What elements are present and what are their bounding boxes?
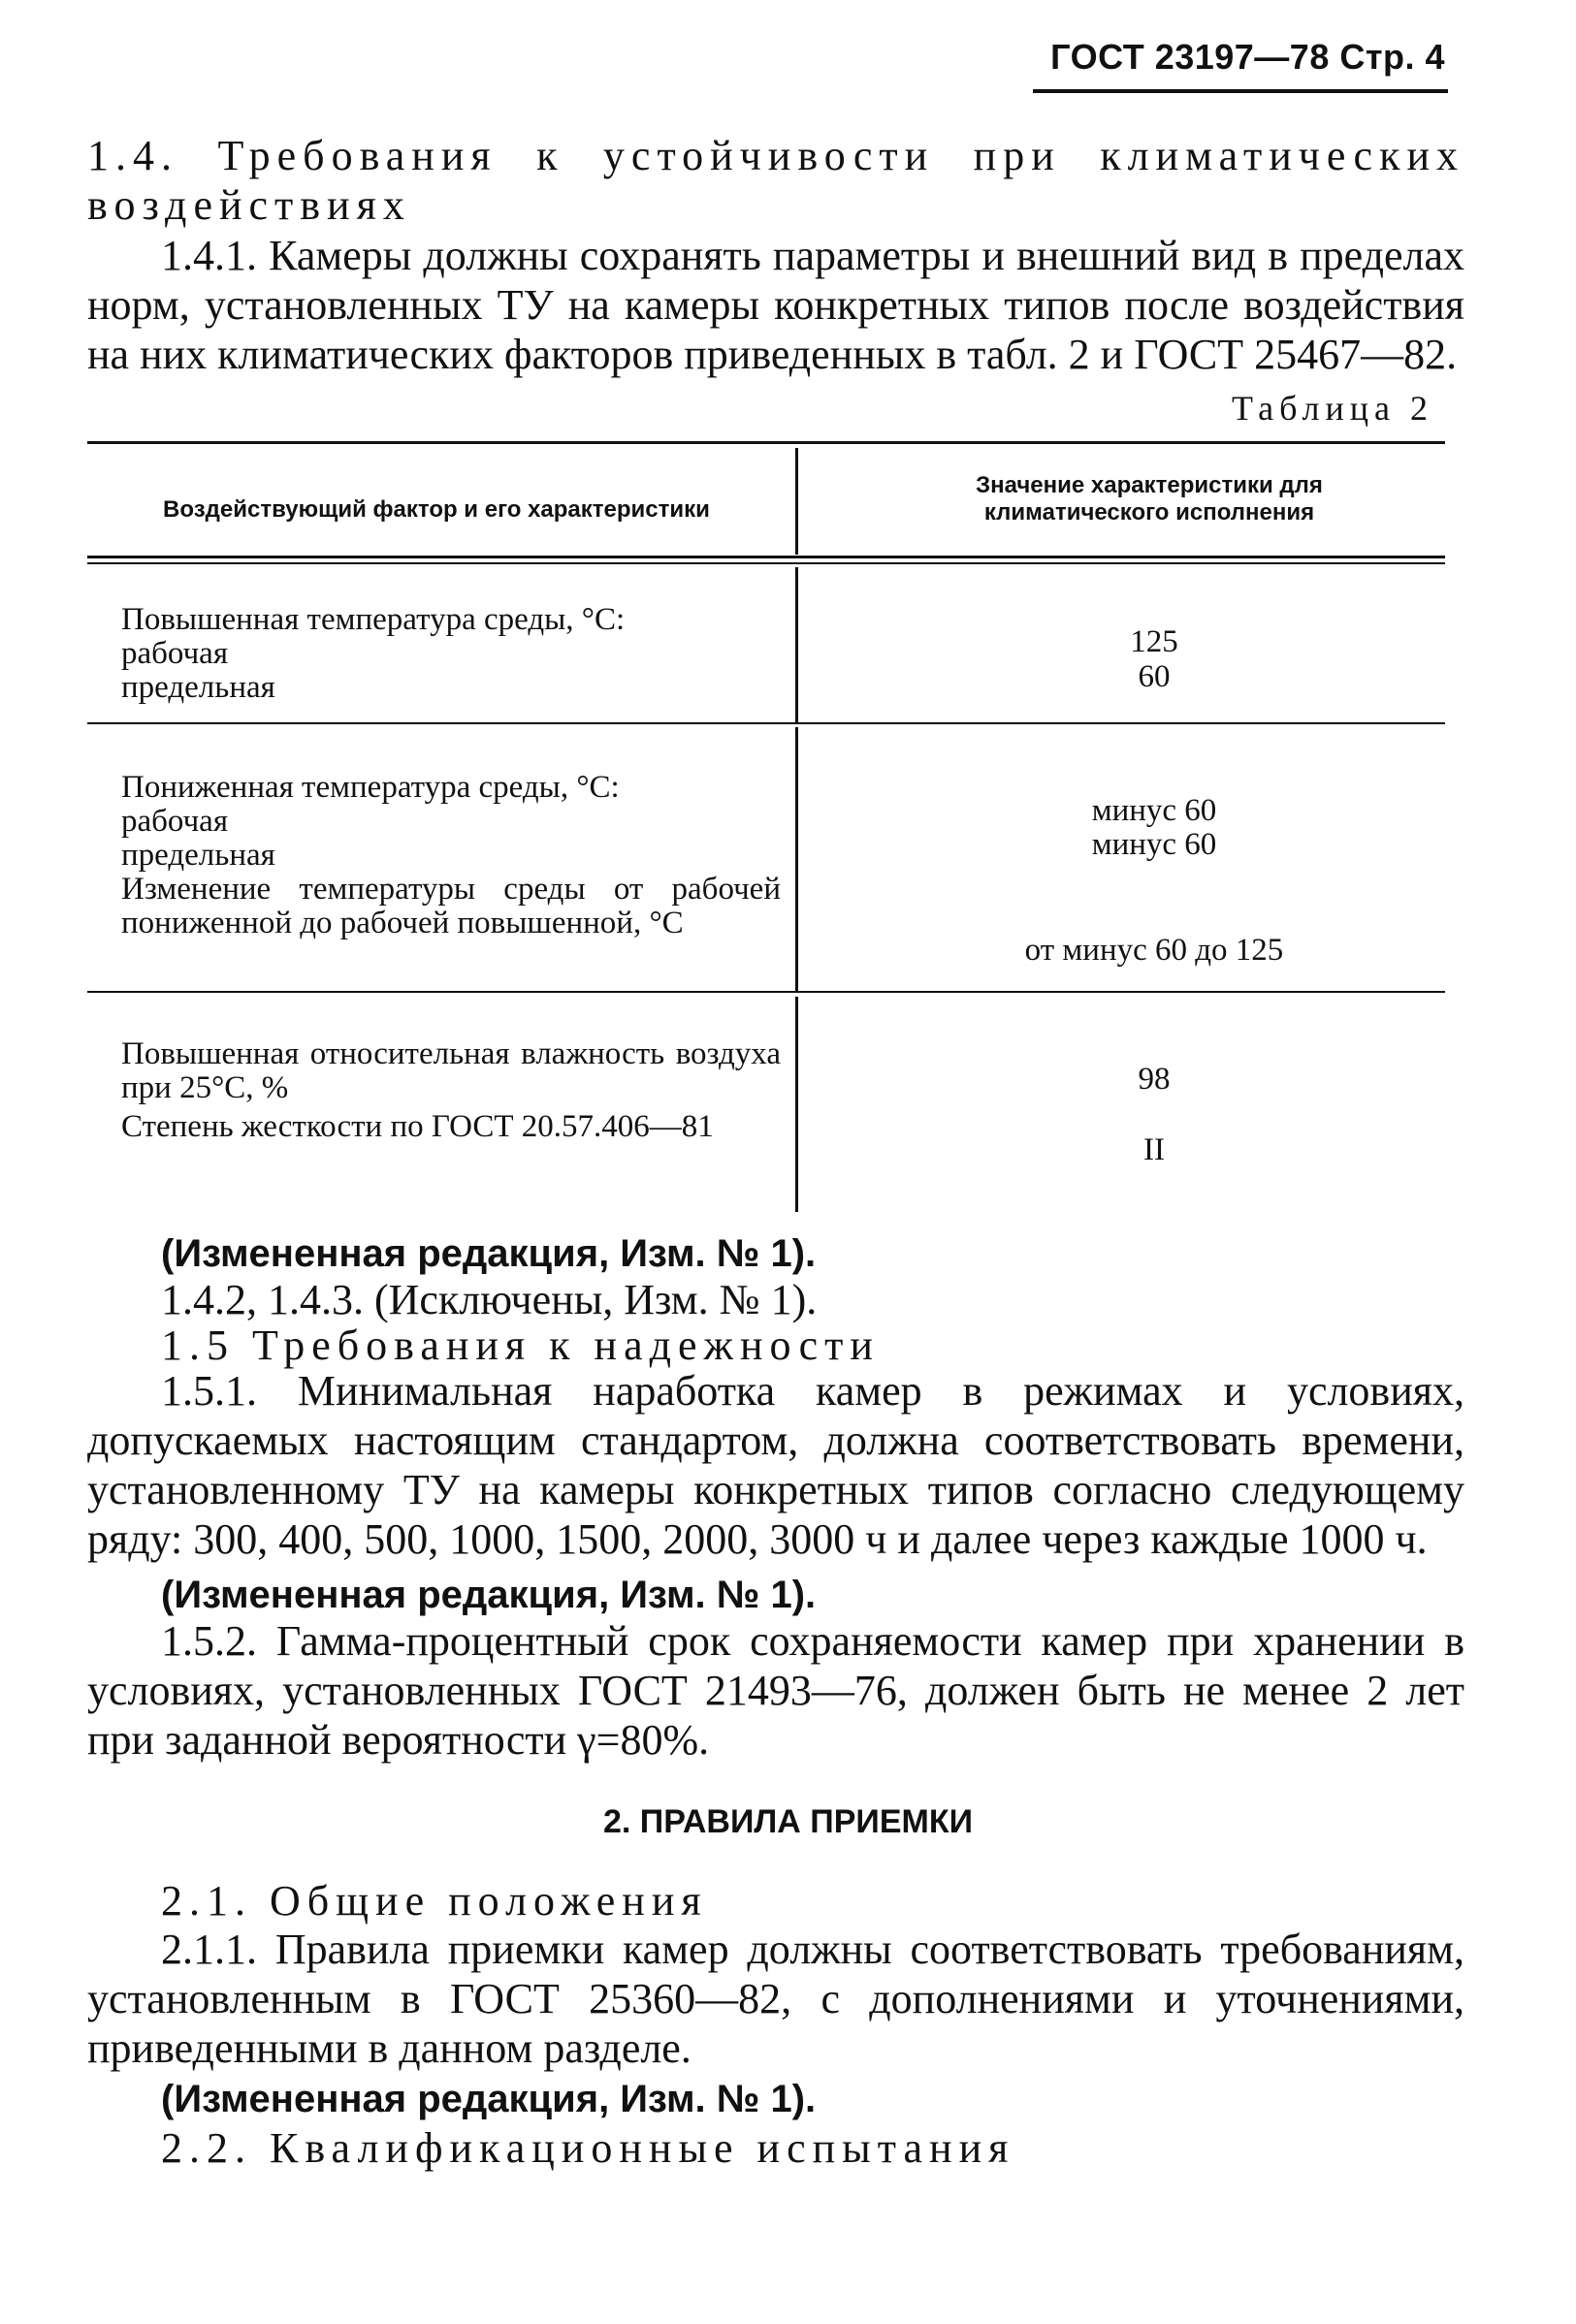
- table-value: от минус 60 до 125: [1024, 933, 1284, 968]
- table-factor: рабочая: [121, 636, 229, 671]
- table-factor: Изменение температуры среды от рабочей пониженной до рабочей повышенной, °С: [121, 872, 781, 940]
- table-factor: Пониженная температура среды, °С:: [121, 770, 620, 805]
- section-title: 2. ПРАВИЛА ПРИЕМКИ: [602, 1803, 974, 1840]
- table-col-factor: Воздействующий фактор и его характеристики: [163, 496, 710, 523]
- table-value: 98: [1138, 1062, 1171, 1097]
- table-factor: Степень жесткости по ГОСТ 20.57.406—81: [121, 1109, 714, 1144]
- page-header: ГОСТ 23197—78 Стр. 4: [1050, 37, 1445, 77]
- edit-note-2: (Измененная редакция, Изм. № 1).: [161, 1574, 817, 1616]
- paragraph-1-4-1: 1.4.1. Камеры должны сохранять параметры и внешний вид в пределах норм, установленных ТУ на камеры конкретных типов после воздействия на них климатических факторов приведенных в табл. 2 и ГОСТ 25467—82.: [87, 232, 1464, 378]
- table-top-rule: [87, 441, 1445, 444]
- heading-1-4: 1.4. Требования к устойчивости при климатических воздействиях: [87, 132, 1464, 229]
- paragraph-1-5-1: 1.5.1. Минимальная наработка камер в режимах и условиях, допускаемых настоящим стандартом, должна соответствовать времени, установленному ТУ на камеры конкретных типов согласно следующему ряду: 300, 400, 500, 1000, 1500, 2000, 3000 ч и далее через каждые 1000 ч.: [87, 1367, 1464, 1563]
- table-header-divider: [795, 448, 798, 555]
- table-value: II: [1143, 1132, 1165, 1167]
- table-factor: предельная: [121, 838, 275, 873]
- paragraph-2-1-1: 2.1.1. Правила приемки камер должны соответствовать требованиям, установленным в ГОСТ 25360—82, с дополнениями и уточнениями, приведенными в данном разделе.: [87, 1926, 1464, 2072]
- table-value: 125: [1130, 624, 1178, 659]
- table-label: Таблица 2: [1232, 389, 1433, 428]
- table-value: 60: [1138, 659, 1171, 694]
- paragraph-1-4-2: 1.4.2, 1.4.3. (Исключены, Изм. № 1).: [161, 1276, 818, 1323]
- table-factor: предельная: [121, 670, 275, 705]
- table-header-rule: [87, 556, 1445, 558]
- table-value: минус 60: [1091, 827, 1217, 862]
- table-factor: Повышенная относительная влажность воздуха при 25°С, %: [121, 1036, 781, 1105]
- table-value: минус 60: [1091, 793, 1217, 828]
- table-factor: рабочая: [121, 804, 229, 839]
- heading-2-1: 2.1. Общие положения: [161, 1877, 708, 1925]
- table-divider: [795, 727, 798, 991]
- paragraph-1-5-2: 1.5.2. Гамма-процентный срок сохраняемости камер при хранении в условиях, установленных ГОСТ 21493—76, должен быть не менее 2 лет при заданной вероятности γ=80%.: [87, 1617, 1464, 1764]
- header-rule: [1033, 89, 1448, 93]
- edit-note-3: (Измененная редакция, Изм. № 1).: [161, 2078, 817, 2120]
- table-row-rule: [87, 991, 1445, 993]
- heading-1-5: 1.5 Требования к надежности: [161, 1321, 880, 1369]
- table-col-value: Значение характеристики для климатического исполнения: [976, 472, 1323, 525]
- heading-2-2: 2.2. Квалификационные испытания: [161, 2124, 1015, 2172]
- table-divider: [795, 567, 798, 722]
- edit-note-1: (Измененная редакция, Изм. № 1).: [161, 1232, 817, 1275]
- table-row-rule: [87, 722, 1445, 724]
- table-divider: [795, 997, 798, 1212]
- table-factor: Повышенная температура среды, °С:: [121, 602, 626, 637]
- table-header-rule-double: [87, 562, 1445, 564]
